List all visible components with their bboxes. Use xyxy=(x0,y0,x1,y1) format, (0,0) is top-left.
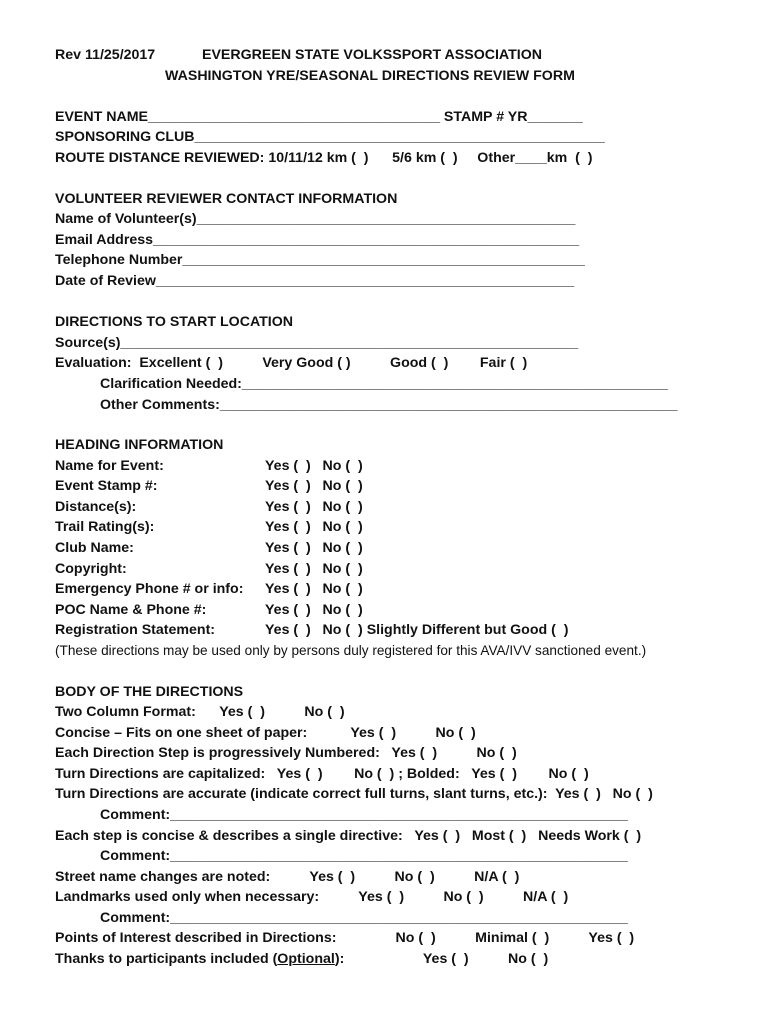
heading-row-options[interactable]: Yes ( ) No ( ) Slightly Different but Good ( ) xyxy=(265,622,569,638)
comment-field[interactable]: Comment:__________________________________________________________ xyxy=(100,910,628,926)
heading-row-label: Registration Statement: xyxy=(55,622,216,638)
comment-field[interactable]: Comment:__________________________________________________________ xyxy=(100,848,628,864)
numbered-row[interactable]: Each Direction Step is progressively Numbered: Yes ( ) No ( ) xyxy=(55,745,517,761)
revision-date: Rev 11/25/2017 xyxy=(55,47,156,63)
points-of-interest-row[interactable]: Points of Interest described in Directions: No ( ) Minimal ( ) Yes ( ) xyxy=(55,930,635,946)
body-directions-heading: BODY OF THE DIRECTIONS xyxy=(55,684,244,700)
other-comments-field[interactable]: Other Comments:__________________________________________________________ xyxy=(100,397,678,413)
heading-row-options[interactable]: Yes ( ) No ( ) xyxy=(265,540,363,556)
accurate-row[interactable]: Turn Directions are accurate (indicate correct full turns, slant turns, etc.): Yes ( ) No ( ) xyxy=(55,786,653,802)
evaluation-options[interactable]: Evaluation: Excellent ( ) Very Good ( ) Good ( ) Fair ( ) xyxy=(55,355,528,371)
two-column-format-row[interactable]: Two Column Format: Yes ( ) No ( ) xyxy=(55,704,345,720)
thanks-options[interactable]: ): Yes ( ) No ( ) xyxy=(334,951,549,967)
thanks-row[interactable] xyxy=(55,950,548,968)
thanks-label: Thanks to participants included ( xyxy=(55,951,278,967)
optional-label: Optional xyxy=(277,951,335,967)
route-distance-field[interactable]: ROUTE DISTANCE REVIEWED: 10/11/12 km ( ) 5/6 km ( ) Other____km ( ) xyxy=(55,150,593,166)
volunteer-name-field[interactable]: Name of Volunteer(s)________________________________________________ xyxy=(55,211,576,227)
form-title: WASHINGTON YRE/SEASONAL DIRECTIONS REVIEW FORM xyxy=(165,68,575,84)
heading-row-options[interactable]: Yes ( ) No ( ) xyxy=(265,499,363,515)
heading-info-heading: HEADING INFORMATION xyxy=(55,437,224,453)
start-location-heading: DIRECTIONS TO START LOCATION xyxy=(55,314,294,330)
registration-note: (These directions may be used only by persons duly registered for this AVA/IVV sanctioned event.) xyxy=(55,643,647,658)
email-field[interactable]: Email Address______________________________________________________ xyxy=(55,232,580,248)
heading-row-label: Distance(s): xyxy=(55,499,137,515)
heading-row-label: Emergency Phone # or info: xyxy=(55,581,244,597)
heading-row-options[interactable]: Yes ( ) No ( ) xyxy=(265,602,363,618)
heading-row-label: POC Name & Phone #: xyxy=(55,602,207,618)
event-name-field[interactable]: EVENT NAME_____________________________________ STAMP # YR_______ xyxy=(55,109,583,125)
organization-name: EVERGREEN STATE VOLKSSPORT ASSOCIATION xyxy=(202,47,543,63)
heading-row-options[interactable]: Yes ( ) No ( ) xyxy=(265,478,363,494)
source-field[interactable]: Source(s)__________________________________________________________ xyxy=(55,335,579,351)
capitalized-row[interactable]: Turn Directions are capitalized: Yes ( ) No ( ) ; Bolded: Yes ( ) No ( ) xyxy=(55,766,589,782)
sponsoring-club-field[interactable]: SPONSORING CLUB____________________________________________________ xyxy=(55,129,605,145)
heading-row-label: Club Name: xyxy=(55,540,134,556)
date-of-review-field[interactable]: Date of Review_____________________________________________________ xyxy=(55,273,575,289)
heading-row-label: Copyright: xyxy=(55,561,127,577)
telephone-field[interactable]: Telephone Number___________________________________________________ xyxy=(55,252,585,268)
concise-row[interactable]: Concise – Fits on one sheet of paper: Yes ( ) No ( ) xyxy=(55,725,476,741)
street-names-row[interactable]: Street name changes are noted: Yes ( ) No ( ) N/A ( ) xyxy=(55,869,520,885)
heading-row-label: Event Stamp #: xyxy=(55,478,158,494)
heading-row-options[interactable]: Yes ( ) No ( ) xyxy=(265,561,363,577)
volunteer-section-heading: VOLUNTEER REVIEWER CONTACT INFORMATION xyxy=(55,191,398,207)
heading-row-options[interactable]: Yes ( ) No ( ) xyxy=(265,581,363,597)
single-directive-row[interactable]: Each step is concise & describes a single directive: Yes ( ) Most ( ) Needs Work ( ) xyxy=(55,828,642,844)
comment-field[interactable]: Comment:__________________________________________________________ xyxy=(100,807,628,823)
heading-row-label: Name for Event: xyxy=(55,458,164,474)
clarification-field[interactable]: Clarification Needed:______________________________________________________ xyxy=(100,376,668,392)
heading-row-options[interactable]: Yes ( ) No ( ) xyxy=(265,519,363,535)
heading-row-options[interactable]: Yes ( ) No ( ) xyxy=(265,458,363,474)
landmarks-row[interactable]: Landmarks used only when necessary: Yes ( ) No ( ) N/A ( ) xyxy=(55,889,569,905)
heading-row-label: Trail Rating(s): xyxy=(55,519,155,535)
